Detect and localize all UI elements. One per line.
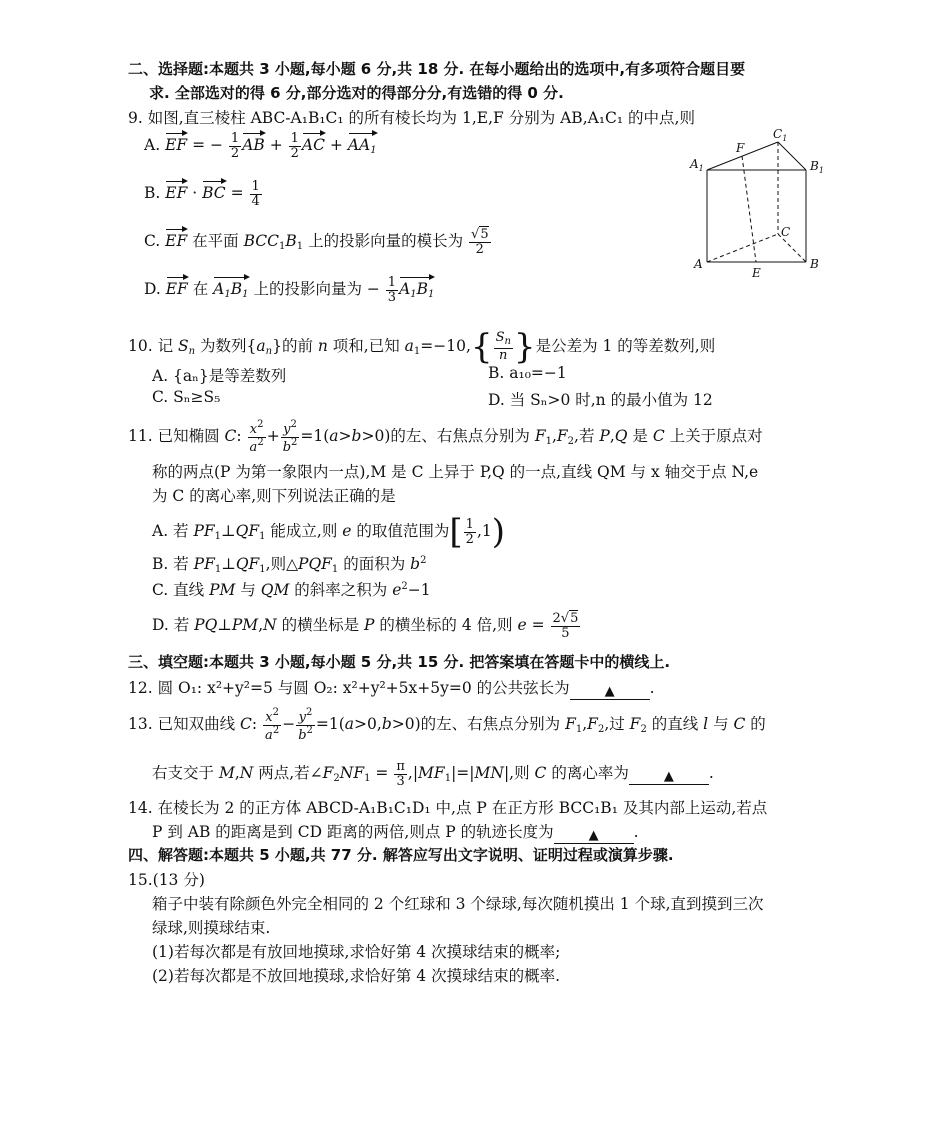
label-c: C xyxy=(781,225,791,239)
segment-ef xyxy=(742,156,756,262)
label-a: A xyxy=(694,257,703,271)
section2-header-text: 二、选择题:本题共 3 小题,每小题 6 分,共 18 分. 在每小题给出的选项中,有多项符合题目要 xyxy=(128,60,746,78)
q12-answer-blank[interactable] xyxy=(570,681,650,700)
label-f: F xyxy=(736,141,745,155)
q10-option-a: A. {aₙ}是等差数列 xyxy=(152,367,287,385)
q14-stem2-text: P 到 AB 的距离是到 CD 距离的两倍,则点 P 的轨迹长度为 xyxy=(152,823,554,841)
q10-option-b: B. a₁₀=−1 xyxy=(488,364,567,382)
prism-figure xyxy=(680,122,840,282)
section2-header xyxy=(128,58,745,79)
q14-answer-blank[interactable] xyxy=(554,825,634,844)
q13-answer-blank[interactable] xyxy=(629,766,709,785)
q15-part-1: (1)若每次都是有放回地摸球,求恰好第 4 次摸球结束的概率; xyxy=(152,943,561,961)
q10-stem: 10. 记 $S_n$ 为数列$\{a_n\}$的前 n 项和,已知 $a_1=-10$,{ $\frac{S_n}{n}$ }是公差为 1 的等差数列,则 xyxy=(128,327,716,367)
q9-stem: 9. 如图,直三棱柱 ABC-A₁B₁C₁ 的所有棱长均为 1,E,F 分别为 AB,A₁C₁ 的中点,则 xyxy=(128,109,695,127)
q14-blank-mark: ▲ xyxy=(588,828,599,843)
q11-stem-2: 称的两点(P 为第一象限内一点),M 是 C 上异于 P,Q 的一点,直线 QM 与 x 轴交于点 N,e xyxy=(152,463,759,481)
q11-option-d: D. 若 PQ⊥PM,N 的横坐标是 P 的横坐标的 4 倍,则 e = $\frac{2√5}{5}$ xyxy=(152,611,579,641)
section3-header: 三、填空题:本题共 3 小题,每小题 5 分,共 15 分. 把答案填在答题卡中的横线上. xyxy=(128,653,671,671)
q14-stem-2: P 到 AB 的距离是到 CD 距离的两倍,则点 P 的轨迹长度为 ▲ . xyxy=(152,823,639,843)
q11-option-c: C. 直线 PM 与 QM 的斜率之积为 $e^2-1$ xyxy=(152,581,431,599)
q11-stem-3: 为 C 的离心率,则下列说法正确的是 xyxy=(152,487,396,505)
edge-c1b1 xyxy=(778,142,806,170)
q15-part-2: (2)若每次都是不放回地摸球,求恰好第 4 次摸球结束的概率. xyxy=(152,967,561,985)
q12: 12. 圆 O₁: x²+y²=5 与圆 O₂: x²+y²+5x+5y=0 的公共弦长为 ▲ . xyxy=(128,679,655,699)
q13-stem-1: 13. 已知双曲线 C: $\frac{x^2}{a^2}$ − $\frac{y^2}{b^2}$ =1(a>0,b>0)的左、右焦点分别为 $F_1,F_2$,过 $F_2$ 的直线 l 与 C 的 xyxy=(128,707,766,743)
q11-stem-1: 11. 已知椭圆 C: $\frac{x^2}{a^2}$ + $\frac{y^2}{b^2}$ =1(a>b>0)的左、右焦点分别为 $F_1,F_2$,若 P,Q 是 C 上关于原点对 xyxy=(128,419,763,455)
q15-line-1: 箱子中装有除颜色外完全相同的 2 个红球和 3 个绿球,每次随机摸出 1 个球,直到摸到三次 xyxy=(152,895,764,913)
q13-blank-mark: ▲ xyxy=(663,769,674,785)
q15-number: 15.(13 分) xyxy=(128,871,205,889)
q9-option-c: C. EF 在平面 $BCC_1B_1$ 上的投影向量的模长为 $\frac{√5}{2}$ xyxy=(144,227,489,257)
label-c1: $C_1$ xyxy=(773,127,788,143)
q15-line-2: 绿球,则摸球结束. xyxy=(152,919,271,937)
label-b1: $B_1$ xyxy=(810,159,824,175)
q12-blank-mark: ▲ xyxy=(604,684,615,699)
q12-stem: 12. 圆 O₁: x²+y²=5 与圆 O₂: x²+y²+5x+5y=0 的公共弦长为 xyxy=(128,679,570,697)
label-e: E xyxy=(752,266,761,280)
q10-option-d: D. 当 Sₙ>0 时,n 的最小值为 12 xyxy=(488,391,713,409)
q13-stem-2: 右支交于 M,N 两点,若$\angle F_2NF_1$ = $\frac{\pi}{3}$ $,|MF_1|=|MN|$,则 C 的离心率为 ▲ . xyxy=(152,759,714,789)
section4-header: 四、解答题:本题共 5 小题,共 77 分. 解答应写出文字说明、证明过程或演算步骤. xyxy=(128,846,674,864)
q11-option-a: A. 若 $PF_1\perp QF_1$ 能成立,则 e 的取值范围为[ $\frac{1}{2}$ ,1) xyxy=(152,512,505,552)
q9-option-b: B. EF · BC = $\frac{1}{4}$ xyxy=(144,179,260,209)
label-b: B xyxy=(810,257,819,271)
q9-option-d: D. EF 在 $A_1B_1$ 上的投影向量为 − $\frac{1}{3}$ $A_1B_1$ xyxy=(144,275,435,305)
q9-option-a: A. EF = − $\frac{1}{2}$ AB + $\frac{1}{2}$ AC + $AA_1$ xyxy=(144,131,377,161)
edge-ac xyxy=(707,234,778,262)
label-a1: $A_1$ xyxy=(690,157,704,173)
q10-option-c: C. Sₙ≥S₅ xyxy=(152,388,221,406)
section2-header-cont xyxy=(149,82,564,103)
q11-option-b: B. 若 $PF_1\perp QF_1$,则$\triangle PQF_1$ 的面积为 $b^2$ xyxy=(152,555,427,575)
section2-header2-text: 求. 全部选对的得 6 分,部分选对的得部分分,有选错的得 0 分. xyxy=(149,84,564,102)
q14-stem-1: 14. 在棱长为 2 的正方体 ABCD-A₁B₁C₁D₁ 中,点 P 在正方形 BCC₁B₁ 及其内部上运动,若点 xyxy=(128,799,768,817)
